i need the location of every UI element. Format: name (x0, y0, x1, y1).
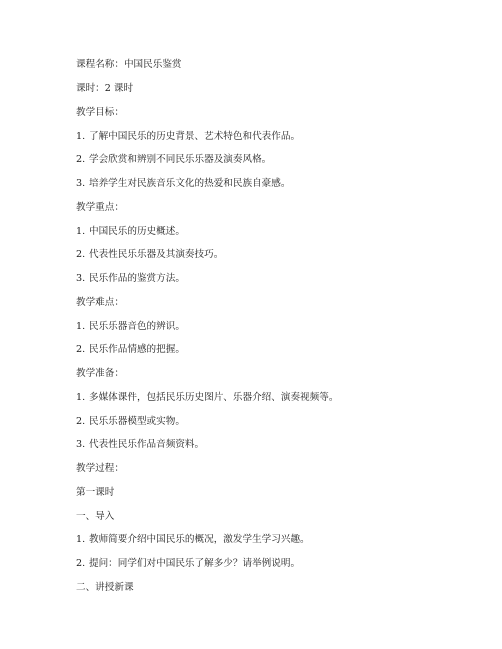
list-item (76, 249, 223, 261)
list-text: 中国民乐的历史概述。 (89, 226, 185, 237)
list-item (76, 534, 310, 546)
list-number: 2. (76, 344, 86, 355)
list-number: 1. (76, 321, 86, 332)
list-text: 教师简要介绍中国民乐的概况，激发学生学习兴趣。 (89, 534, 310, 545)
list-number: 1. (76, 534, 86, 545)
list-item (76, 321, 185, 333)
list-number: 2. (76, 249, 86, 260)
list-number: 2. (76, 154, 86, 165)
list-text: 民乐作品的鉴赏方法。 (89, 273, 185, 284)
key-points-heading: 教学重点： (76, 202, 124, 213)
list-number: 2. (76, 416, 86, 427)
list-text: 民乐乐器模型或实物。 (89, 416, 185, 427)
list-text: 多媒体课件，包括民乐历史图片、乐器介绍、演奏视频等。 (89, 392, 339, 403)
list-number: 3. (76, 439, 86, 450)
list-text: 培养学生对民族音乐文化的热爱和民族自豪感。 (89, 178, 291, 189)
list-item (76, 131, 300, 143)
list-item (76, 558, 300, 570)
list-item (76, 416, 185, 428)
list-item (76, 154, 271, 166)
list-number: 1. (76, 226, 86, 237)
list-item (76, 226, 185, 238)
course-name: 课程名称：中国民乐鉴赏 (76, 59, 182, 70)
list-text: 民乐乐器音色的辨识。 (89, 321, 185, 332)
process-heading: 教学过程： (76, 463, 124, 474)
list-item (76, 392, 338, 404)
list-text: 学会欣赏和辨别不同民乐乐器及演奏风格。 (89, 154, 272, 165)
list-number: 1. (76, 131, 86, 142)
section-heading: 二、讲授新课 (76, 582, 134, 593)
list-item (76, 439, 204, 451)
list-number: 3. (76, 178, 86, 189)
list-item (76, 178, 290, 190)
list-number: 1. (76, 392, 86, 403)
list-number: 3. (76, 273, 86, 284)
preparation-heading: 教学准备： (76, 368, 124, 379)
list-item (76, 344, 185, 356)
list-text: 代表性民乐作品音频资料。 (89, 439, 205, 450)
list-text: 了解中国民乐的历史背景、艺术特色和代表作品。 (89, 131, 301, 142)
list-text: 代表性民乐乐器及其演奏技巧。 (89, 249, 224, 260)
section-heading: 一、导入 (76, 511, 115, 522)
lesson-title: 第一课时 (76, 487, 115, 498)
list-text: 提问：同学们对中国民乐了解多少？请举例说明。 (89, 558, 301, 569)
list-number: 2. (76, 558, 86, 569)
course-hours: 课时：2 课时 (76, 83, 134, 94)
goals-heading: 教学目标： (76, 107, 124, 118)
list-text: 民乐作品情感的把握。 (89, 344, 185, 355)
difficulties-heading: 教学难点： (76, 297, 124, 308)
list-item (76, 273, 185, 285)
